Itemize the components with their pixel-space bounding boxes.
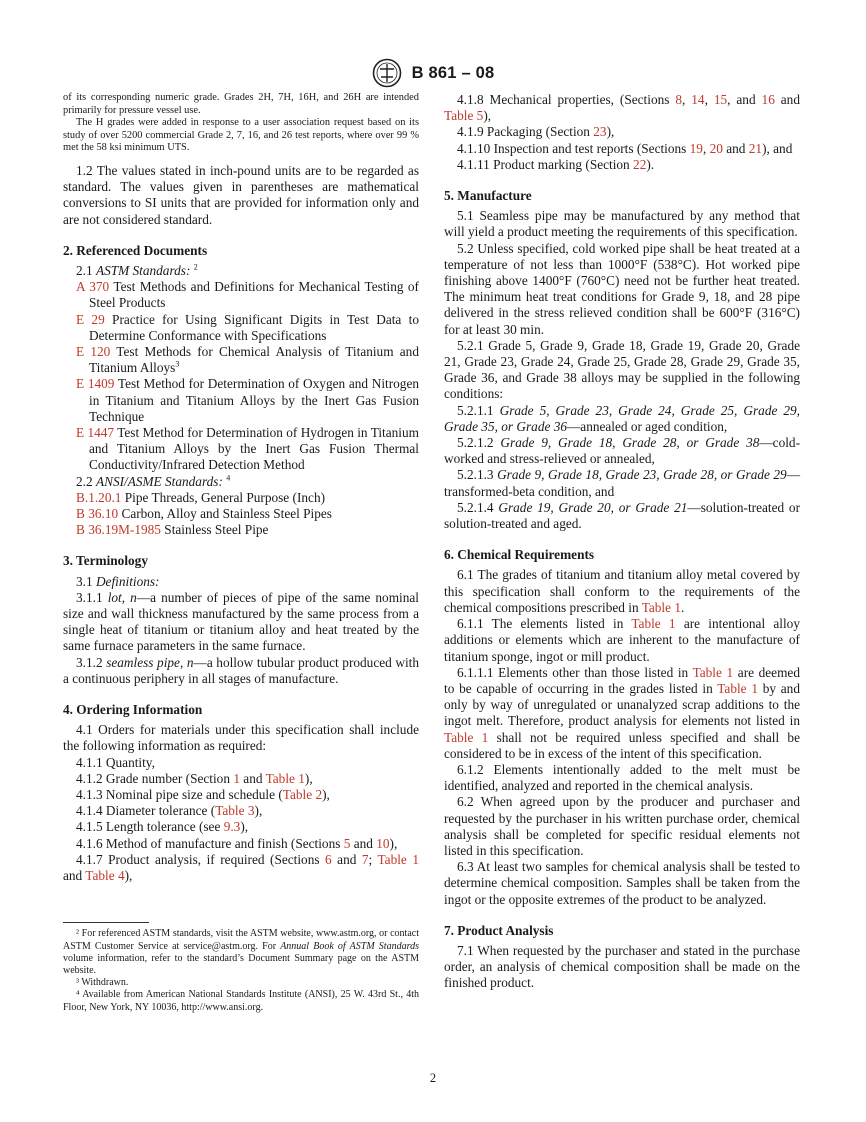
reference-item: E 1409 Test Method for Determination of Oxygen and Nitrogen in Titanium and Titanium Alloys by the Inert Gas Fusion Technique	[76, 376, 419, 424]
paragraph-5-2: 5.2 Unless specified, cold worked pipe shall be heat treated at a temperature of not less than 1000°F (538°C). Hot worked pipe finishing above 1400°F (760°C) need not be further heat treated. The minimum heat treat conditions for Grade 9, 18, and 28 pipe delivered in the stress relieved condition shall be 600°F (316°C) for at least 30 min.	[444, 240, 800, 337]
paragraph-6-1-2: 6.1.2 Elements intentionally added to the melt must be identified, analyzed and reported in the chemical analysis.	[444, 761, 800, 794]
item-4-1-4: 4.1.4 Diameter tolerance (Table 3),	[76, 803, 263, 819]
paragraph-6-3: 6.3 At least two samples for chemical analysis shall be tested to determine chemical composition. Samples shall be taken from the ingot or the opposite extremes of the product to be analyzed.	[444, 859, 800, 907]
page-number: 2	[429, 1071, 437, 1085]
cross-reference-link[interactable]: 10	[376, 835, 390, 851]
paragraph-6-1-1-1: 6.1.1.1 Elements other than those listed in Table 1 are deemed to be capable of occurring in the grades listed in Table 1 by and only by way of unregulated or unanalyzed scrap additions to the ingot melt. Therefore, product analysis for elements not listed in Table 1 shall not be required unless specified and shall be considered to be in excess of the intent of this specification.	[444, 664, 800, 761]
cross-reference-link[interactable]: Table 1	[265, 770, 305, 786]
cross-reference-link[interactable]: 1	[233, 770, 240, 786]
cross-reference-link[interactable]: 9.3	[223, 819, 241, 835]
paragraph-5-2-1: 5.2.1 Grade 5, Grade 9, Grade 18, Grade 19, Grade 20, Grade 21, Grade 23, Grade 24, Grade 25, Grade 28, Grade 29, Grade 35, Grade 36, and Grade 38 alloys may be supplied in the following conditions:	[444, 337, 800, 402]
item-4-1-3: 4.1.3 Nominal pipe size and schedule (Table 2),	[76, 787, 330, 803]
reference-item: E 29 Practice for Using Significant Digits in Test Data to Determine Conformance with Specifications	[76, 311, 419, 343]
document-id: B 861 – 08	[411, 63, 495, 82]
cross-reference-link[interactable]: 14	[691, 92, 705, 107]
item-4-1-6: 4.1.6 Method of manufacture and finish (Sections 5 and 10),	[76, 835, 398, 851]
reference-link[interactable]: E 120	[76, 344, 111, 359]
reference-link[interactable]: E 29	[76, 311, 105, 327]
cross-reference-link[interactable]: Table 1	[444, 729, 489, 745]
item-4-1-8: 4.1.8 Mechanical properties, (Sections 8, 14, 15, and 16 and Table 5),	[444, 92, 800, 124]
paragraph-5-2-1-1: 5.2.1.1 Grade 5, Grade 23, Grade 24, Grade 25, Grade 29, Grade 35, or Grade 36—annealed or aged condition,	[444, 402, 800, 434]
item-4-1-9: 4.1.9 Packaging (Section 23),	[457, 124, 615, 140]
paragraph-1-2: 1.2 The values stated in inch-pound units are to be regarded as standard. The values given in parentheses are mathematical conversions to SI units that are provided for information only and are not considered standard.	[63, 162, 419, 227]
reference-link[interactable]: B 36.10	[76, 506, 119, 522]
reference-item: B 36.10 Carbon, Alloy and Stainless Steel Pipes	[76, 506, 332, 522]
cross-reference-link[interactable]: 6	[325, 851, 332, 867]
page-header	[0, 58, 866, 88]
reference-link[interactable]: E 1447	[76, 425, 115, 441]
cross-reference-link[interactable]: Table 4	[85, 868, 125, 884]
astm-reference-list	[63, 279, 419, 473]
cross-reference-link[interactable]: 15	[713, 92, 728, 107]
ansi-reference-list	[63, 490, 419, 539]
reference-item: B.1.20.1 Pipe Threads, General Purpose (Inch)	[76, 489, 326, 505]
reference-link[interactable]: A 370	[76, 279, 110, 295]
section-heading: 7. Product Analysis	[444, 922, 554, 938]
section-heading: 6. Chemical Requirements	[444, 547, 595, 563]
subsection-3-1: 3.1 Definitions:	[76, 573, 160, 589]
cross-reference-link[interactable]: 8	[675, 92, 683, 107]
cross-reference-link[interactable]: Table 1	[692, 664, 734, 680]
intro-paragraph: The H grades were added in response to a user association request based on its study of over 5200 commercial Grade 2, 7, 16, and 26 test reports, where over 99 % met the 58 ksi minimum UTS.	[63, 117, 419, 154]
reference-link[interactable]: B 36.19M-1985	[76, 522, 161, 538]
cross-reference-link[interactable]: 23	[593, 124, 607, 140]
paragraph-6-1: 6.1 The grades of titanium and titanium alloy metal covered by this specification shall conform to the requirements of the chemical compositions prescribed in Table 1.	[444, 567, 800, 615]
paragraph-6-1-1: 6.1.1 The elements listed in Table 1 are intentional alloy additions or elements which are inherent to the manufacture of titanium sponge, ingot or mill product.	[444, 616, 800, 664]
reference-link[interactable]: E 1409	[76, 376, 115, 392]
paragraph-5-2-1-2: 5.2.1.2 Grade 9, Grade 18, Grade 28, or Grade 38—cold-worked and stress-relieved or annealed,	[444, 435, 800, 467]
paragraph-7-1: 7.1 When requested by the purchaser and stated in the purchase order, an analysis of chemical composition shall be made on the finished product.	[444, 942, 800, 991]
section-heading: 5. Manufacture	[444, 188, 532, 204]
section-heading: 2. Referenced Documents	[63, 242, 208, 258]
paragraph-5-2-1-4: 5.2.1.4 Grade 19, Grade 20, or Grade 21—solution-treated or solution-treated and aged.	[444, 499, 800, 532]
cross-reference-link[interactable]: 20	[709, 140, 723, 156]
definition-seamless-pipe: 3.1.2 seamless pipe, n—a hollow tubular product produced with a continuous periphery in all stages of manufacture.	[63, 654, 419, 686]
subsection-2-1: 2.1 ASTM Standards: $^2$	[76, 262, 198, 278]
reference-link[interactable]: B.1.20.1	[76, 489, 122, 505]
cross-reference-link[interactable]: 7	[361, 851, 369, 867]
paragraph-5-1: 5.1 Seamless pipe may be manufactured by any method that will yield a product meeting the requirements of this specification.	[444, 208, 800, 240]
reference-item: E 1447 Test Method for Determination of Hydrogen in Titanium and Titanium Alloys by the Inert Gas Fusion Thermal Conductivity/Infrared Detection Method	[76, 425, 419, 473]
cross-reference-link[interactable]: 5	[343, 835, 351, 851]
left-column	[63, 92, 419, 1014]
item-4-1-7: 4.1.7 Product analysis, if required (Sections 6 and 7; Table 1 and Table 4),	[63, 851, 419, 884]
footnote-2: ² For referenced ASTM standards, visit the ASTM website, www.astm.org, or contact ASTM Customer Service at service@astm.org. For Annual Book of ASTM Standards volume information, refer to the standard’s Document Summary page on the ASTM website.	[63, 928, 419, 976]
item-4-1-1: 4.1.1 Quantity,	[76, 754, 155, 770]
footnote-divider	[63, 922, 149, 923]
item-4-1-2: 4.1.2 Grade number (Section 1 and Table 1),	[76, 770, 313, 786]
paragraph-6-2: 6.2 When agreed upon by the producer and purchaser and requested by the purchaser in his written purchase order, chemical analysis shall be completed for specific residual elements not listed in this specification.	[444, 794, 800, 858]
paragraph-5-2-1-3: 5.2.1.3 Grade 9, Grade 18, Grade 23, Grade 28, or Grade 29—transformed-beta condition, and	[444, 467, 800, 499]
cross-reference-link[interactable]: Table 1	[641, 599, 682, 615]
cross-reference-link[interactable]: Table 1	[631, 616, 676, 632]
reference-item: E 120 Test Methods for Chemical Analysis of Titanium and Titanium Alloys$^3$	[76, 344, 419, 376]
reference-item: A 370 Test Methods and Definitions for Mechanical Testing of Steel Products	[76, 279, 419, 311]
cross-reference-link[interactable]: 21	[748, 140, 763, 156]
cross-reference-link[interactable]: 16	[761, 92, 775, 107]
item-4-1-5: 4.1.5 Length tolerance (see 9.3),	[76, 819, 249, 835]
cross-reference-link[interactable]: 19	[689, 140, 703, 156]
item-4-1-10: 4.1.10 Inspection and test reports (Sections 19, 20 and 21), and	[457, 140, 793, 156]
cross-reference-link[interactable]: Table 3	[215, 803, 255, 819]
cross-reference-link[interactable]: Table 1	[717, 680, 758, 696]
paragraph-4-1: 4.1 Orders for materials under this specification shall include the following information as required:	[63, 722, 419, 754]
footnote-3: ³ Withdrawn.	[76, 977, 129, 989]
cross-reference-link[interactable]: Table 1	[377, 851, 419, 867]
reference-item: B 36.19M-1985 Stainless Steel Pipe	[76, 522, 269, 538]
section-heading: 3. Terminology	[63, 553, 148, 569]
definition-lot: 3.1.1 lot, n—a number of pieces of pipe of the same nominal size and wall thickness manufactured by the same process from a single heat of titanium or titanium alloy and heat treated by the same furnace parameters in the same furnace.	[63, 589, 419, 654]
cross-reference-link[interactable]: 22	[633, 156, 647, 172]
cross-reference-link[interactable]: Table 5	[444, 108, 484, 124]
section-heading: 4. Ordering Information	[63, 702, 203, 718]
item-4-1-11: 4.1.11 Product marking (Section 22).	[457, 156, 655, 172]
intro-paragraph: of its corresponding numeric grade. Grades 2H, 7H, 16H, and 26H are intended primarily for pressure vessel use.	[63, 92, 419, 116]
cross-reference-link[interactable]: Table 2	[282, 787, 323, 803]
subsection-2-2: 2.2 ANSI/ASME Standards: $^4$	[76, 473, 231, 489]
right-column	[444, 92, 800, 992]
footnote-4: ⁴ Available from American National Standards Institute (ANSI), 25 W. 43rd St., 4th Floor, New York, NY 10036, http://www.ansi.org.	[63, 989, 419, 1013]
astm-logo-icon	[372, 58, 402, 88]
